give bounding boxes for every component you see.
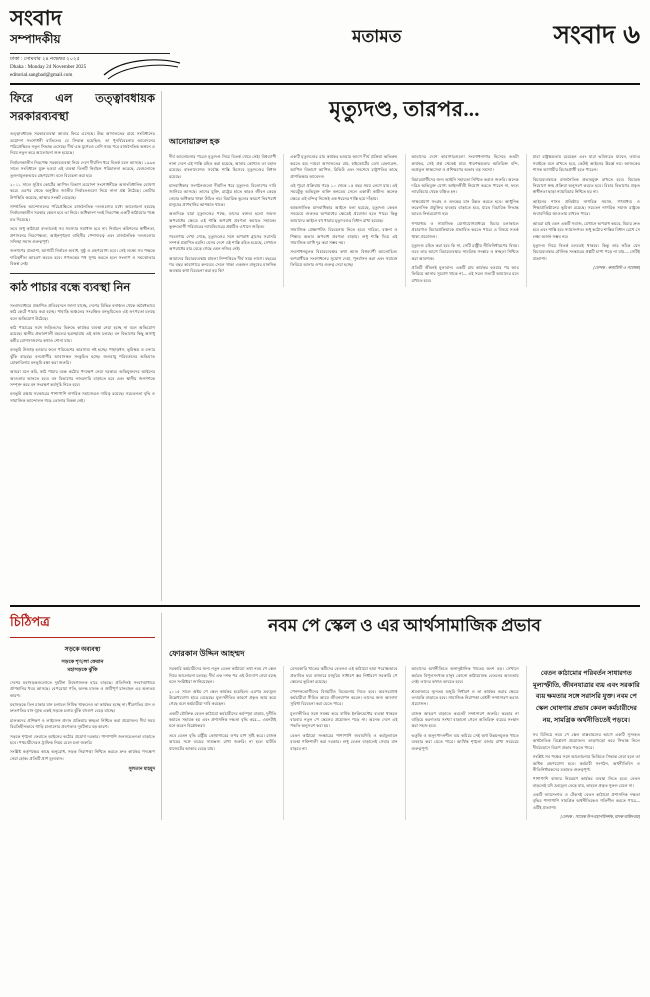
bottom-c4-p3: পাশাপাশি বাজার নিয়ন্ত্রণে কার্যকর ব্যবস্থা নিতে হবে। বেতন বাড়লেই যদি দ্রব্যমূল্য বেড়ে যায়, তাহলে প্রকৃত সুফল মেলে না। xyxy=(532,776,640,788)
bottom-c2-p3: মূল্যস্ফীতির সঙ্গে সমন্বয় করে বার্ষিক ইনক্রিমেন্টের ব্যবস্থা থাকলে বারবার নতুন পে স্কেলের প্রয়োজন পড়ে না। অনেক দেশে এই পদ্ধতি অনুসরণ করা হয়। xyxy=(290,710,398,729)
top-content xyxy=(10,91,640,601)
main-col-2 xyxy=(283,154,397,287)
logo-subtitle: সম্পাদকীয় xyxy=(10,32,61,46)
editorial-1-p5: তবে শুধু কাঠামো বদলালেই সব সমস্যার সমাধান হবে না। নির্বাচন কমিশনের স্বাধীনতা, প্রশাসনের নিরপেক্ষতা, আইনশৃঙ্খলা বাহিনীর পেশাদারত্ব এবং রাজনৈতিক দলগুলোর সদিচ্ছা সমান গুরুত্বপূর্ণ। xyxy=(10,226,155,244)
main-article-columns xyxy=(169,154,640,287)
bottom-c4-p1: সব মিলিয়ে নবম পে স্কেল বাস্তবায়নের আগে একটি সুসংহত অর্থনৈতিক বিশ্লেষণ প্রয়োজন। তাড়াহুড়ো করে সিদ্ধান্ত নিলে দীর্ঘমেয়াদে বিরূপ প্রভাব পড়তে পারে। xyxy=(532,732,640,750)
masthead-center xyxy=(200,8,554,52)
main-c2-p3: আন্তর্জাতিক মানবাধিকার আইনে বলা হয়েছে, মৃত্যুদণ্ড কেবল সবচেয়ে গুরুতর অপরাধের ক্ষেত্রেই প্রযোজ্য হতে পারে। কিন্তু আমাদের আইনে বহু ধারায় মৃত্যুদণ্ডের বিধান রাখা হয়েছে। xyxy=(290,205,398,223)
main-c1-p5: আমাদের বিচারব্যবস্থায় মামলা নিষ্পত্তিতে দীর্ঘ সময় লাগে। বছরের পর বছর কারাগারে কনডেম সেলে থাকা একজন মানুষের মানসিক অবস্থার কথা বিবেচনা করা হয় কি? xyxy=(169,255,277,274)
masthead-divider xyxy=(10,53,170,54)
masthead-right xyxy=(554,8,640,58)
editorial-column xyxy=(10,91,162,601)
main-col-3 xyxy=(405,154,519,287)
editorial-divider xyxy=(10,273,155,274)
letters-column xyxy=(10,613,162,820)
editorial-2-p2: কাঠ পাচারের সঙ্গে জড়িতদের বিরুদ্ধে কার্যকর ব্যবস্থা নেয়া হচ্ছে না বলে অভিযোগ রয়েছে। স্থানীয় প্রভাবশালী মহলের ছত্রচ্ছায়ায় এই কাজ চলছে। বন বিভাগের কিছু অসাধু কর্মীর যোগসাজশের কথাও শোনা যায়। xyxy=(10,325,155,343)
letter-p1: দেশের মহাসড়কগুলোতে দুর্ঘটনা উদ্বেগজনক হারে বাড়ছে। প্রতিদিনই সংবাদমাধ্যমে প্রাণহানির খবর আসছে। বেপরোয়া গতি, অদক্ষ চালক ও ত্রুটিপূর্ণ যানবাহন এর অন্যতম কারণ। xyxy=(10,679,155,698)
bottom-row xyxy=(10,613,640,820)
main-c2-p5: সংশোধনমূলক বিচারব্যবস্থার কথা আজ বিশ্বব্যাপী আলোচিত। অপরাধীকে সংশোধনের সুযোগ দেয়া, পুনর্বাসন করা এবং সমাজে ফিরিয়ে আনার ওপর গুরুত্ব দেয়া হচ্ছে। xyxy=(290,249,398,268)
main-headline: মৃত্যুদণ্ড, তারপর... xyxy=(329,97,480,122)
main-c3-p1: আমাদের দেশে কারাগারগুলো সংশোধনাগার হিসেবে কতটা কার্যকর, সেই প্রশ্ন থেকেই যায়। ধারণক্ষমতার অতিরিক্ত বন্দি, অপ্রতুল স্বাস্থ্যসেবা ও প্রশিক্ষণের অভাব বড় সমস্যা। xyxy=(411,154,519,173)
editorial-1-p2: নির্বাচনকালীন নিরপেক্ষ সরকারব্যবস্থা নিয়ে দেশে দীর্ঘদিন ধরে বিতর্ক চলে আসছে। ১৯৯৬ সালে সংবিধানে যুক্ত হওয়া এই ব্যবস্থা তিনটি নির্বাচন পরিচালনা করেছে, যেগুলোকে তুলনামূলকভাবে গ্রহণযোগ্য বলে বিবেচনা করা হয়। xyxy=(10,159,155,178)
bottom-c4-p4: একটি ন্যায়সংগত ও টেকসই বেতন কাঠামো প্রশাসনিক দক্ষতা বৃদ্ধির পাশাপাশি সামগ্রিক অর্থনীতিকেও গতিশীল করতে পারে— এটিই প্রত্যাশা। xyxy=(532,792,640,810)
bottom-c4-p2: সংশ্লিষ্ট সব পক্ষের সঙ্গে আলোচনার ভিত্তিতে সিদ্ধান্ত নেয়া হলে তা অধিক গ্রহণযোগ্য হবে। কর্মচারী সংগঠন, অর্থনীতিবিদ ও নীতিনির্ধারকদের মতামত গুরুত্বপূর্ণ। xyxy=(532,754,640,772)
bottom-c1-p1: সরকারি কর্মচারীদের জন্য নতুন বেতন কাঠামো তথা নবম পে স্কেল নিয়ে আলোচনা চলছে। দীর্ঘ এক দশক পর এই উদ্যোগ নেয়া হচ্ছে বলে সংশ্লিষ্টরা জানিয়েছেন। xyxy=(169,666,277,685)
main-article xyxy=(169,91,640,601)
letter-signature: সুলতান মাহমুদ xyxy=(128,766,155,772)
editorial-2-title: কাঠ পাচার বন্ধে ব্যবস্থা নিন xyxy=(10,282,131,295)
main-c3-p2: বিচারপ্রার্থীদের জন্য আইনি সহায়তা নিশ্চিত করাও জরুরি। অনেক দরিদ্র অভিযুক্ত যোগ্য আইনজীবী নিয়োগ করতে পারেন না, ফলে ন্যায়বিচার থেকে বঞ্চিত হন। xyxy=(411,176,519,195)
editorial-2-p4: আমরা মনে করি, কাঠ পাচার বন্ধে কঠোর পদক্ষেপ নেয়া দরকার। অভিযুক্তদের আইনের আওতায় আনতে হবে। বন বিভাগের নজরদারি বাড়াতে হবে এবং স্থানীয় জনগণকে সম্পৃক্ত করে বন সংরক্ষণ কর্মসূচি নিতে হবে। xyxy=(10,369,155,388)
letters-section-title: চিঠিপত্র xyxy=(10,613,155,638)
main-c2-p1: একটি মৃত্যুদণ্ডের রায় কার্যকর হওয়ার আগে দীর্ঘ প্রক্রিয়া অতিক্রম করতে হয়। দায়রা আদালতের রায়, হাইকোর্টের ডেথ রেফারেন্স, আপিল বিভাগে আপিল, রিভিউ এবং সবশেষে রাষ্ট্রপতির কাছে প্রাণভিক্ষার আবেদন। xyxy=(290,154,398,179)
main-c4-p5: মৃত্যুদণ্ড নিয়ে বিতর্ক চলতেই থাকবে। কিন্তু তার ফাঁকে যেন বিচারব্যবস্থার মৌলিক সংস্কারের প্রশ্নটি চাপা পড়ে না যায়— সেটিই প্রত্যাশা। xyxy=(532,242,640,261)
bottom-c3-p1: আমাদের অর্থনীতিতে অনানুষ্ঠানিক খাতের অংশ বড়। সেখানে কর্মরত বিপুলসংখ্যক মানুষ কোনো কাঠামোবদ্ধ বেতনের আওতায় নেই। তাদের কথাও ভাবতে হবে। xyxy=(411,666,519,685)
main-c4-p2: বিচারব্যবস্থাকে রাজনৈতিক প্রভাবমুক্ত রাখতে হবে। বিচারক নিয়োগে স্বচ্ছ প্রক্রিয়া অনুসরণ করতে হবে। বিচার বিভাগের প্রকৃত স্বাধীনতা ছাড়া ন্যায়বিচার নিশ্চিত হয় না। xyxy=(532,176,640,195)
bottom-c3-p2: শ্রমবাজারে ন্যূনতম মজুরি নির্ধারণ ও তা কার্যকর করার ক্ষেত্রে তদারকি বাড়াতে হবে। সামাজিক নিরাপত্তা বেষ্টনী সম্প্রসারণ করাও প্রয়োজন। xyxy=(411,688,519,707)
bottom-col-2 xyxy=(283,666,397,820)
main-c4-p4: আমরা চাই এমন একটি সমাজ, যেখানে অপরাধ কমবে, বিচার দ্রুত হবে এবং শাস্তি হবে ন্যায়সংগত। শুধু কঠোর শাস্তির বিধান রেখে সে লক্ষ্য অর্জন সম্ভব নয়। xyxy=(532,220,640,239)
letters-item-title: সড়কে শৃঙ্খলা ফেরান xyxy=(61,659,104,666)
masthead-date-bn: ঢাকা : সোমবার ২৪ নভেম্বর ২০২৫ xyxy=(10,56,80,62)
main-col-4 xyxy=(526,154,640,287)
bottom-c2-p4: বেতন কাঠামো সংস্কারের পাশাপাশি জবাবদিহি ও কর্মমূল্যায়ন ব্যবস্থা শক্তিশালী করা দরকার। শুধু বেতন বাড়ালেই সেবার মান বাড়বে না। xyxy=(290,732,398,751)
editorial-1-p3: ২০১১ সালে সুপ্রিম কোর্টের আপিল বিভাগ ত্রয়োদশ সংশোধনীকে অসাংবিধানিক ঘোষণা করে। এরপর থেকে অনুষ্ঠিত জাতীয় নির্বাচনগুলো নিয়ে নানা প্রশ্ন উঠেছে। ভোটার উপস্থিতি কমেছে, আস্থার সংকট বেড়েছে। xyxy=(10,181,155,200)
letter-p2: মহাসড়কে তিন চাকার যান চলাচল নিষিদ্ধ থাকলেও তা কার্যকর হচ্ছে না। ধীরগতির যান ও দ্রুতগতির বাস-ট্রাক একই সড়কে চলায় ঝুঁকি বহুগুণ বেড়ে যাচ্ছে। xyxy=(10,702,155,714)
masthead-date-en: Dhaka : Monday 24 November 2025 xyxy=(10,63,87,70)
main-c3-p3: সাক্ষ্যপ্রমাণ সংগ্রহ ও তদন্তের মান উন্নত করতে হবে। আধুনিক ফরেনসিক প্রযুক্তির ব্যবহার বাড়াতে হবে, যাতে বিচারিক সিদ্ধান্ত আরও নির্ভরযোগ্য হয়। xyxy=(411,198,519,217)
bottom-col-1 xyxy=(169,666,276,820)
letters-item-sub: মহাসড়কে ঝুঁকি xyxy=(67,667,98,674)
bottom-section xyxy=(10,605,640,820)
main-c4-p3: আইনের শাসন প্রতিষ্ঠায় নাগরিক সমাজ, গণমাধ্যম ও শিক্ষাপ্রতিষ্ঠানের ভূমিকা রয়েছে। সচেতন নাগরিক সমাজ রাষ্ট্রকে জবাবদিহির আওতায় রাখতে পারে। xyxy=(532,198,640,217)
bottom-headline: নবম পে স্কেল ও এর আর্থসামাজিক প্রভাব xyxy=(268,616,541,636)
bottom-article-footnote: [লেখক : সাবেক উপ-মহাপরিদর্শক, মাদক অধিদপ্তর] xyxy=(560,814,640,820)
page-number: ৬ xyxy=(623,20,640,49)
swoosh-icon xyxy=(102,55,182,81)
bottom-c3-p3: রাজস্ব আহরণ বাড়াতে করনেট সম্প্রসারণ জরুরি। করহার না বাড়িয়ে করদাতার সংখ্যা বাড়ানো গেলে অতিরিক্ত ব্যয়ের সংস্থান করা সহজ হবে। xyxy=(411,710,519,729)
bottom-byline: ফোরকান উদ্দিন আহম্মদ xyxy=(169,649,245,659)
brand-wordmark: সংবাদ xyxy=(553,21,616,49)
main-c1-p2: মানবাধিকার সংগঠনগুলো দীর্ঘদিন ধরে মৃত্যুদণ্ড বিলোপের দাবি জানিয়ে আসছে। তাদের যুক্তি, রাষ্ট্রের হাতে কারও জীবন কেড়ে নেয়ার অধিকার থাকা উচিত নয়। বিচারিক ভুলের কারণে নিরপরাধ মানুষের প্রাণহানির আশঙ্কাও থাকে। xyxy=(169,182,277,208)
bottom-c3-p4: ভর্তুকি ও অনুৎপাদনশীল ব্যয় কমিয়ে সেই অর্থ উন্নয়নমূলক খাতে ব্যবহার করা যেতে পারে। আর্থিক শৃঙ্খলা বজায় রাখা সবচেয়ে গুরুত্বপূর্ণ। xyxy=(411,732,519,751)
main-c3-p6: প্রতিটি জীবনই মূল্যবান। একটি রায় কার্যকর হওয়ার পর আর ফিরিয়ে আনার সুযোগ থাকে না— এই সরল সত্যটি আমাদের মনে রাখতে হবে। xyxy=(411,265,519,283)
bottom-col-4 xyxy=(526,666,640,820)
editorial-1-p1: তত্ত্বাবধায়ক সরকারব্যবস্থা আবার ফিরে এসেছে। উচ্চ আদালতের রায়ে সংবিধানের ত্রয়োদশ সংশোধনী বাতিলের যে সিদ্ধান্ত হয়েছিল, তা পুনর্বিবেচনার আবেদনের পরিপ্রেক্ষিতে নতুন সিদ্ধান্ত এসেছে। দীর্ঘ এক যুগেরও বেশি সময় পরে রাজনৈতিক অঙ্গনে এ নিয়ে নতুন করে আলোচনা শুরু হয়েছে। xyxy=(10,131,155,156)
editorial-1-p4: সাম্প্রতিক আন্দোলনের পরিপ্রেক্ষিতে রাজনৈতিক দলগুলোর মধ্যে আলোচনা হয়েছে নির্বাচনকালীন সরকার কেমন হবে তা নিয়ে। অধিকাংশ দলই নিরপেক্ষ একটি কাঠামোর পক্ষে মত দিয়েছে। xyxy=(10,204,156,222)
editorial-1-title: ফিরে এল তত্ত্বাবধায়ক সরকারব্যবস্থা xyxy=(10,93,155,123)
letter-p3: চালকদের প্রশিক্ষণ ও লাইসেন্স প্রদান প্রক্রিয়ায় স্বচ্ছতা নিশ্চিত করা প্রয়োজন। দীর্ঘ সময় বিরতিহীনভাবে গাড়ি চালানোর প্রবণতাও দুর্ঘটনার বড় কারণ। xyxy=(10,717,155,730)
editorial-2-p5: বনভূমি রক্ষায় সরকারের পাশাপাশি নাগরিক সমাজেরও দায়িত্ব রয়েছে। সচেতনতা বৃদ্ধি ও সামাজিক আন্দোলন গড়ে তোলার বিকল্প নেই। xyxy=(10,391,155,403)
letters-body xyxy=(10,680,155,773)
bottom-c1-p2: ২০১৫ সালে অষ্টম পে স্কেল কার্যকর হয়েছিল। এরপর দ্রব্যমূল্য উল্লেখযোগ্য হারে বেড়েছে। মূল্যস্ফীতির কারণে প্রকৃত আয় কমে গেছে বলে কর্মচারীরা দাবি করছেন। xyxy=(169,688,277,707)
main-c2-p4: সামাজিক প্রেক্ষাপটও বিবেচনায় নিতে হবে। দারিদ্র্য, বঞ্চনা ও শিক্ষার অভাব অপরাধ প্রবণতা বাড়ায়। শুধু শাস্তি দিয়ে এই সামাজিক ব্যাধি দূর করা সম্ভব নয়। xyxy=(290,227,398,245)
pull-quote: বেতন কাঠামোর পরিবর্তন সাধারণত মূল্যস্ফীতি, জীবনযাত্রার ব্যয় এবং সরকারি ব্যয় ক্ষমতার সঙ্গে সরাসরি যুক্ত। নবম পে স্কেল ঘোষণার প্রভাব কেবল কর্মচারীদের নয়, সামগ্রিক অর্থনীতিতেই পড়বে। xyxy=(532,670,640,724)
main-article-footnote: [লেখক : কলামিস্ট ও গবেষক] xyxy=(593,265,640,271)
main-byline: আনোয়ারুল হক xyxy=(169,137,220,147)
main-c2-p2: এই পুরো প্রক্রিয়ায় গড়ে ১০ থেকে ১৫ বছর সময় লেগে যায়। এই সময়টুকু অভিযুক্ত ব্যক্তি কনডেম সেলে একাকী কাটান। অনেক ক্ষেত্রে এই বন্দিত্ব নিজেই এক ধরনের শাস্তি হয়ে দাঁড়ায়। xyxy=(290,182,398,201)
bottom-c1-p4: তবে বেতন বৃদ্ধি রাষ্ট্রীয় কোষাগারের ওপর চাপ সৃষ্টি করে। রাজস্ব আয়ের সঙ্গে ব্যয়ের সামঞ্জস্য রাখা জরুরি। না হলে ঘাটতি বাজেটের আকার বেড়ে যায়। xyxy=(169,732,277,751)
letters-subhead xyxy=(10,659,155,675)
bottom-c2-p2: পেনশনভোগীদের বিষয়টিও বিবেচনায় নিতে হবে। অবসরপ্রাপ্ত কর্মচারীরা সীমিত আয়ে জীবনযাপন করেন। তাদের জন্য আলাদা সুবিধা বিবেচনা করা যেতে পারে। xyxy=(290,688,398,707)
main-c1-p4: গবেষণায় দেখা গেছে, মৃত্যুদণ্ডের সঙ্গে অপরাধ হ্রাসের সরাসরি সম্পর্ক প্রমাণিত হয়নি। যেসব দেশে এই শাস্তি রহিত হয়েছে, সেখানে অপরাধের হার বেড়ে গেছে এমন নজির নেই। xyxy=(169,233,277,252)
bottom-article-columns xyxy=(169,666,640,820)
main-c4-p1: যারা রাষ্ট্রক্ষমতায় রয়েছেন এবং যারা ভবিষ্যতে যাবেন, তাদের সবাইকে মনে রাখতে হবে, কেউই আইনের ঊর্ধ্বে নয়। আজকের শাসক আগামীর বিচারপ্রার্থী হতে পারেন। xyxy=(532,154,640,173)
editorial-2-p3: বনভূমি উজাড় হওয়ার ফলে পরিবেশের ভারসাম্য নষ্ট হচ্ছে। পাহাড়ধস, ভূমিক্ষয় ও বন্যার ঝুঁকি বাড়ছে। বন্যপ্রাণীর আবাসস্থল সংকুচিত হচ্ছে। জলবায়ু পরিবর্তনের অভিঘাত মোকাবিলায় বনভূমি রক্ষা করা জরুরি। xyxy=(10,347,155,365)
bottom-article xyxy=(169,613,640,820)
main-c3-p5: মৃত্যুদণ্ড রহিত করা হবে কি না, সেটি রাষ্ট্রীয় নীতিনির্ধারণের বিষয়। তবে তার আগে বিচারব্যবস্থার সামগ্রিক সংস্কার ও স্বচ্ছতা নিশ্চিত করা আবশ্যক। xyxy=(411,242,519,261)
logo-wordmark: সংবাদ xyxy=(10,6,62,30)
letter-p5: সংশ্লিষ্ট কর্তৃপক্ষের কাছে অনুরোধ, সড়ক নিরাপত্তা নিশ্চিত করতে দ্রুত কার্যকর পদক্ষেপ নেয়া হোক। প্রতিটি প্রাণ মূল্যবান। xyxy=(10,749,155,761)
masthead-email: editorial.sangbad@gmail.com xyxy=(10,71,73,78)
bottom-c1-p3: একটি যৌক্তিক বেতন কাঠামো কর্মচারীদের কর্মস্পৃহা বাড়ায়, দুর্নীতি কমাতে সহায়ক হয় এবং প্রশাসনিক দক্ষতা বৃদ্ধি করে— এমনটাই মনে করেন বিশ্লেষকরা। xyxy=(169,710,277,729)
main-c1-p1: দীর্ঘ আলোচনার পরেও মৃত্যুদণ্ড নিয়ে বিতর্ক থেমে নেই। বিশ্বব্যাপী নানা দেশে এই শাস্তি রহিত করা হয়েছে, আবার কোথাও তা বহাল রয়েছে। বাংলাদেশেও সর্বোচ্চ শাস্তি হিসেবে মৃত্যুদণ্ডের বিধান রয়েছে। xyxy=(169,154,277,179)
bottom-c2-p1: বেসরকারি খাতের কর্মীদের বেতনও এই কাঠামো দ্বারা পরোক্ষভাবে প্রভাবিত হয়। বাজারে মজুরির সাধারণ স্তর নির্ধারণে সরকারি পে স্কেলের ভূমিকা রয়েছে। xyxy=(290,666,398,685)
editorial-2-p1: সংবাদমাধ্যমে প্রকাশিত প্রতিবেদনে জানা যাচ্ছে, দেশের বিভিন্ন বনাঞ্চল থেকে অবৈধভাবে কাঠ কেটে পাচার করা হচ্ছে। পাহাড়ি অঞ্চলের সংরক্ষিত বনভূমিতেও এই তৎপরতা চলছে বলে অভিযোগ উঠেছে। xyxy=(10,302,155,321)
letter-p4: সড়কে শৃঙ্খলা ফেরাতে আইনের কঠোর প্রয়োগ দরকার। পাশাপাশি জনসচেতনতা বাড়াতে হবে। পথচারীদেরও ট্রাফিক নিয়ম মেনে চলা জরুরি। xyxy=(10,733,155,745)
main-c1-p3: অন্যদিকে যারা মৃত্যুদণ্ডের পক্ষে, তাদের বক্তব্য হলো জঘন্য অপরাধের ক্ষেত্রে এই শাস্তি অপরাধ প্রবণতা কমাতে সহায়ক। ভুক্তভোগী পরিবারের ন্যায়বিচারের প্রশ্নটিও এখানে জড়িত। xyxy=(169,211,277,230)
main-c3-p4: গণমাধ্যম ও সামাজিক যোগাযোগমাধ্যমে বিচার চলাকালে প্রচারণাও বিচারপ্রক্রিয়াকে প্রভাবিত করতে পারে। এ বিষয়ে সতর্ক থাকা প্রয়োজন। xyxy=(411,220,519,239)
section-title: মতামত xyxy=(352,27,402,46)
bottom-col-3 xyxy=(405,666,519,820)
letters-head: সড়কে অব্যবস্থা xyxy=(64,647,101,654)
main-col-1 xyxy=(169,154,276,287)
editorial-1-p6: জনগণের প্রত্যাশা, আগামী নির্বাচন অবাধ, সুষ্ঠু ও গ্রহণযোগ্য হবে। সেই লক্ষ্যে সব পক্ষকে দায়িত্বশীল আচরণ করতে হবে। গণতন্ত্রের পথ সুগম করতে হলে সংলাপ ও সমঝোতার বিকল্প নেই। xyxy=(10,248,155,267)
